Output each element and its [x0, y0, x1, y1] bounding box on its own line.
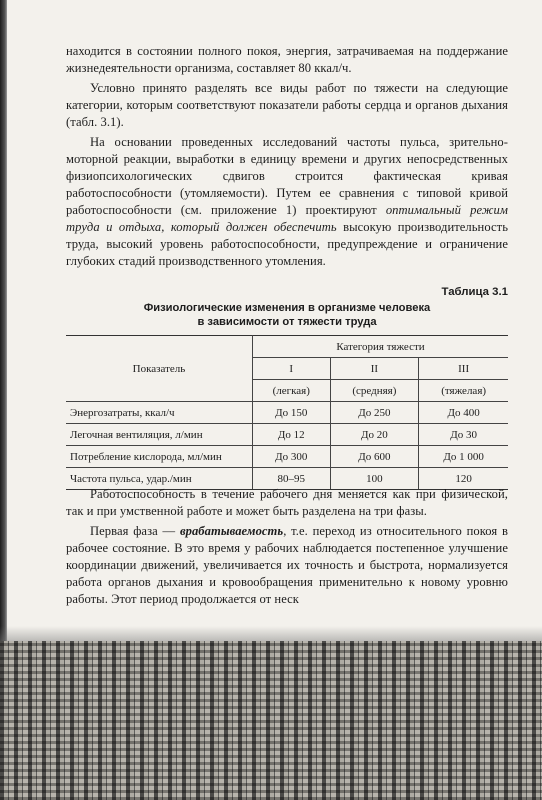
table-cell: До 12 — [253, 424, 331, 446]
table-caption — [66, 301, 508, 329]
row-indicator: Потребление кислорода, мл/мин — [66, 446, 253, 468]
table-cell: До 250 — [330, 402, 419, 424]
row-indicator: Легочная вентиляция, л/мин — [66, 424, 253, 446]
table-cell: 120 — [419, 468, 508, 490]
table-cell: До 150 — [253, 402, 331, 424]
paragraph-3-start: На основании проведенных исследований частоты пульса, зрительно-моторной реакции, выработки в единицу времени и других непосредственных физиопсихологических сдвигов строится фактическая кривая работоспособности (утомляемости). Путем ее сравнения с типовой кривой работоспособности (см. приложение 1) проектируют — [66, 135, 508, 217]
table-header-row — [66, 336, 508, 358]
paragraph-5-term: врабатываемость — [179, 524, 284, 538]
table-cell: До 400 — [419, 402, 508, 424]
indicator-header: Показатель — [66, 336, 253, 402]
column-name: (легкая) — [253, 380, 331, 402]
row-indicator: Энергозатраты, ккал/ч — [66, 402, 253, 424]
physiology-table — [66, 335, 508, 490]
table-cell: До 600 — [330, 446, 419, 468]
table-cell: 100 — [330, 468, 419, 490]
table-section — [66, 286, 508, 490]
column-numeral: I — [253, 358, 331, 380]
scan-noise-area — [0, 641, 542, 800]
table-cell: До 300 — [253, 446, 331, 468]
table-caption-line-1: Физиологические изменения в организме человека — [143, 302, 431, 314]
paragraph-1: находится в состоянии полного покоя, энергия, затрачиваемая на поддержание жизнедеятельности организма, составляет 80 ккал/ч. — [66, 44, 508, 75]
text-block-top — [66, 43, 508, 273]
paragraph-4: Работоспособность в течение рабочего дня меняется как при физической, так и при умственной работе и может быть разделена на три фазы. — [66, 487, 508, 518]
column-name: (тяжелая) — [419, 380, 508, 402]
paragraph-3-italic: оптимальный режим труда и отдыха, который должен обеспечить — [66, 203, 508, 234]
paragraph-2: Условно принято разделять все виды работ по тяжести на следующие категории, которым соответствуют показатели работы сердца и органов дыхания (табл. 3.1). — [66, 81, 508, 129]
paragraph-3 — [66, 134, 508, 270]
text-block-bottom — [66, 486, 508, 611]
paragraph-5-end: , т.е. переход из относительного покоя в рабочее состояние. В это время у рабочих наблюдается постепенное улучшение координации движений, увеличивается их точность и быстрота, нормализуется работа органов дыхания и кровообращения применительно к новому уровню работы. Этот период продолжается от неск — [66, 524, 508, 606]
column-numeral: II — [330, 358, 419, 380]
table-caption-line-2: в зависимости от тяжести труда — [197, 316, 377, 328]
table-cell: 80–95 — [253, 468, 331, 490]
paragraph-3-end: высокую производительность труда, высокий уровень работоспособности, предупреждение и ограничение глубоких стадий производственного утомления. — [66, 220, 508, 268]
column-numeral: III — [419, 358, 508, 380]
category-header: Категория тяжести — [253, 336, 509, 358]
column-name: (средняя) — [330, 380, 419, 402]
paragraph-5 — [66, 523, 508, 608]
table-cell: До 20 — [330, 424, 419, 446]
paragraph-5-start: Первая фаза — — [90, 524, 180, 538]
table-cell: До 1 000 — [419, 446, 508, 468]
table-row — [66, 402, 508, 424]
table-row — [66, 424, 508, 446]
table-cell: До 30 — [419, 424, 508, 446]
row-indicator: Частота пульса, удар./мин — [66, 468, 253, 490]
table-label: Таблица 3.1 — [441, 286, 508, 298]
table-row — [66, 446, 508, 468]
